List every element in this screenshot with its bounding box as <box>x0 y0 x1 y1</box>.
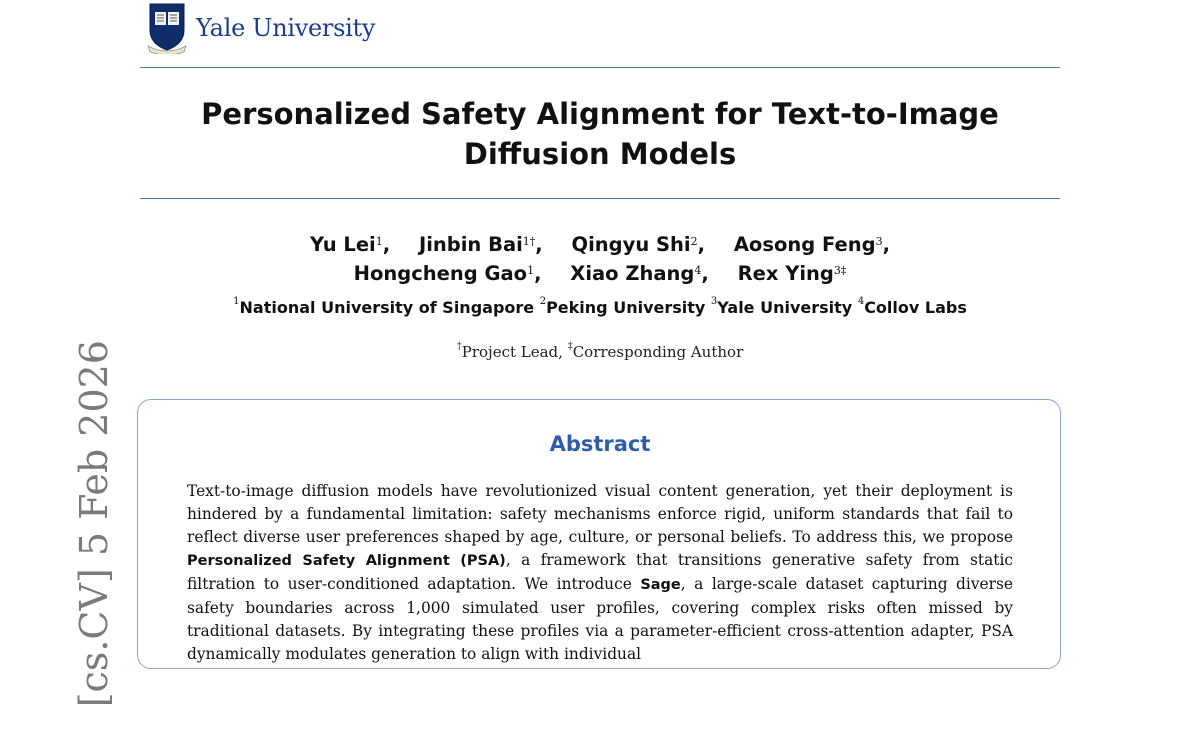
author-roles-note <box>140 343 1060 361</box>
lead-label: Project Lead, <box>461 343 563 361</box>
abstract-body: Text-to-image diffusion models have revolutionized visual content generation, yet their deployment is hindered by a fundamental limitation: safety mechanisms enforce rigid, uniform standards that fail to reflect diverse user preferences shaped by age, culture, or personal beliefs. To address this, we propose Personalized Safety Alignment (PSA), a framework that transitions generative safety from static filtration to user-conditioned adaptation. We introduce Sage, a large-scale dataset capturing diverse safety boundaries across 1,000 simulated user profiles, covering complex risks often missed by traditional datasets. By integrating these profiles via a parameter-efficient cross-attention adapter, PSA dynamically modulates generation to align with individual <box>187 482 1013 663</box>
title-line-2: Diffusion Models <box>463 137 737 171</box>
author: Aosong Feng$^3$, <box>733 233 890 256</box>
psa-term: Personalized Safety Alignment (PSA) <box>187 553 506 569</box>
abstract-heading: Abstract <box>549 432 651 456</box>
arxiv-side-stamp <box>10 340 116 740</box>
yale-shield-icon <box>146 2 188 54</box>
affiliation: $^1$National University of Singapore <box>233 296 535 317</box>
affiliation: $^3$Yale University <box>710 296 853 317</box>
author: Qingyu Shi$^2$, <box>571 233 706 256</box>
affiliation: $^4$Collov Labs <box>857 296 967 317</box>
sage-term: Sage <box>640 577 681 593</box>
affiliation: $^2$Peking University <box>539 296 706 317</box>
corr-label: Corresponding Author <box>572 343 744 361</box>
title-rule <box>140 198 1060 199</box>
corr-mark: ‡ <box>567 341 573 352</box>
author: Xiao Zhang$^4$, <box>570 262 709 285</box>
institution-logo <box>146 2 375 54</box>
arxiv-stamp-text: [cs.CV] 5 Feb 2026 <box>72 340 116 708</box>
top-rule <box>140 67 1060 68</box>
author-list <box>140 230 1060 288</box>
author-line-1 <box>140 230 1060 259</box>
institution-name: Yale University <box>196 14 376 42</box>
paper-title <box>140 94 1060 174</box>
author: Hongcheng Gao$^1$, <box>353 262 542 285</box>
author: Jinbin Bai$^{1\dagger}$, <box>418 233 543 256</box>
author: Rex Ying$^{3\ddagger}$ <box>737 262 847 285</box>
title-line-1: Personalized Safety Alignment for Text-to-Image <box>201 97 999 131</box>
author: Yu Lei$^1$, <box>310 233 391 256</box>
lead-mark: † <box>456 341 462 352</box>
affiliation-list <box>140 298 1060 317</box>
author-line-2 <box>140 259 1060 288</box>
